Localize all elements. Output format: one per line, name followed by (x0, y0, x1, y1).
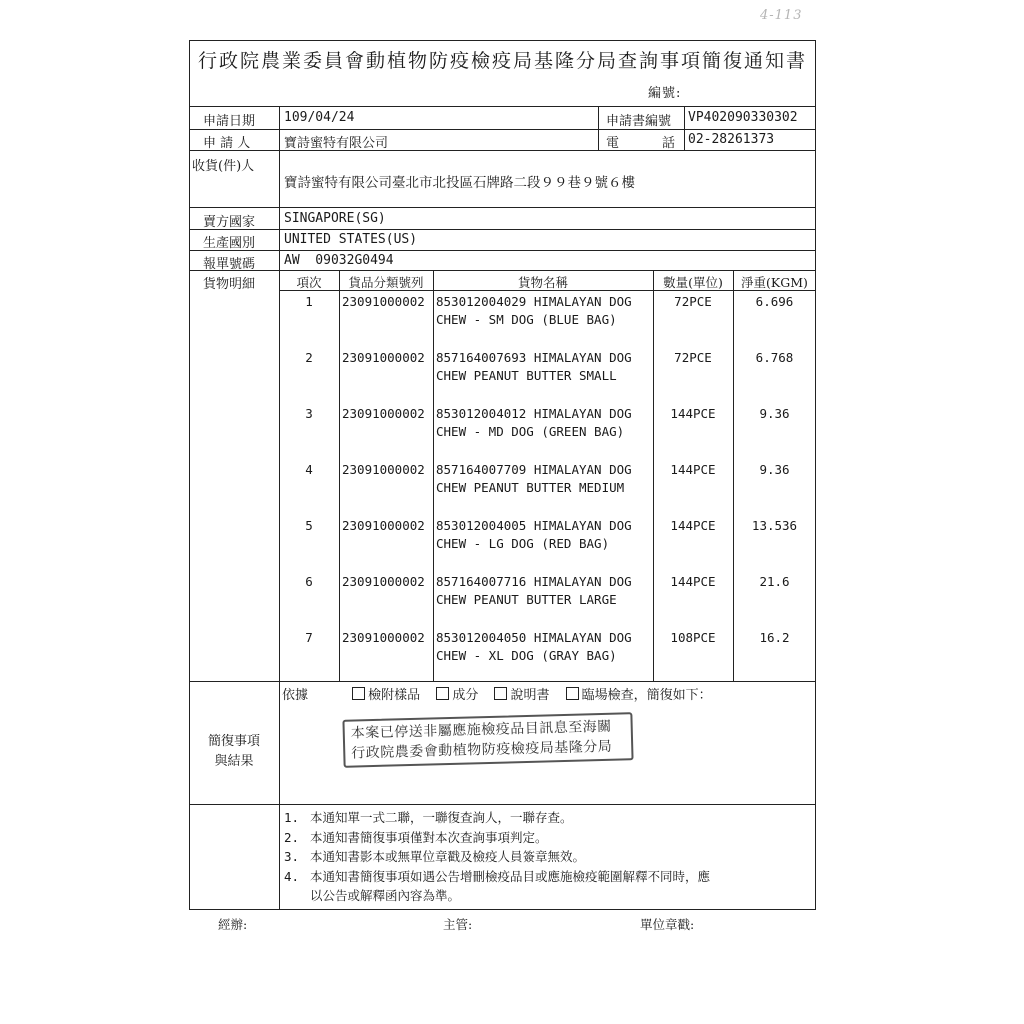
origin-country-value: UNITED STATES(US) (284, 232, 418, 247)
note-3: 3. 本通知書影本或無單位章戳及檢疫人員簽章無效。 (284, 849, 586, 864)
note-2: 2. 本通知書簡復事項僅對本次查詢事項判定。 (284, 829, 548, 845)
checkbox-icon (566, 687, 579, 700)
stamp-line-1: 本案已停送非屬應施檢疫品目訊息至海關 (350, 718, 612, 742)
basis-option-sample[interactable]: 檢附樣品 (352, 688, 420, 703)
footer-unit-seal-label: 單位章戳: (640, 917, 695, 932)
declaration-number-label: 報單號碼 (203, 257, 256, 272)
applicant-value: 寶詩蜜特有限公司 (284, 136, 389, 151)
official-stamp (342, 712, 633, 768)
checkbox-icon (436, 687, 449, 700)
footer-handler-label: 經辦: (218, 917, 248, 932)
corner-handwritten-note: 4-113 (760, 8, 803, 23)
checkbox-icon (352, 687, 365, 700)
serial-number-label: 編號: (648, 86, 682, 101)
applicant-label: 申 請 人 (203, 136, 251, 151)
basis-label: 依據 (282, 688, 309, 703)
footer-supervisor-label: 主管: (443, 917, 473, 932)
goods-header-weight: 淨重(KGM) (741, 275, 808, 290)
application-date-label: 申請日期 (203, 114, 256, 129)
goods-header-item: 項次 (296, 275, 322, 290)
phone-label-left: 電 (606, 136, 620, 151)
stamp-line-2: 行政院農委會動植物防疫檢疫局基隆分局 (351, 738, 613, 762)
application-number-value: VP402090330302 (688, 110, 798, 125)
basis-option-onsite-inspection[interactable]: 臨場檢查，簡復如下： (566, 688, 712, 703)
goods-header-hs-code: 貨品分類號列 (348, 275, 424, 290)
phone-value: 02-28261373 (688, 132, 775, 147)
basis-option-ingredients[interactable]: 成分 (436, 688, 478, 703)
consignee-label: 收貨(件)人 (192, 159, 255, 174)
basis-row (282, 684, 712, 703)
result-label: 簡復事項 與結果 (207, 734, 260, 769)
application-date-value: 109/04/24 (284, 110, 355, 125)
document-title: 行政院農業委員會動植物防疫檢疫局基隆分局查詢事項簡復通知書 (197, 50, 807, 72)
note-1: 1. 本通知單一式二聯，一聯復查詢人，一聯存查。 (284, 810, 573, 825)
application-number-label: 申請書編號 (606, 114, 672, 129)
goods-header-name: 貨物名稱 (517, 275, 568, 290)
checkbox-icon (494, 687, 507, 700)
seller-country-label: 賣方國家 (203, 215, 256, 230)
declaration-number-value: AW 09032G0494 (284, 253, 394, 268)
phone-label-right: 話 (662, 136, 676, 151)
note-4: 4. 本通知書簡復事項如遇公告增刪檢疫品目或應施檢疫範圍解釋不同時，應 (284, 868, 711, 884)
origin-country-label: 生產國別 (203, 236, 256, 251)
notes-list (284, 808, 710, 906)
goods-header-quantity: 數量(單位) (663, 275, 723, 290)
seller-country-value: SINGAPORE(SG) (284, 211, 386, 226)
goods-detail-label: 貨物明細 (203, 277, 256, 292)
note-4-continuation: 以公告或解釋函內容為準。 (310, 888, 461, 903)
consignee-value: 寶詩蜜特有限公司臺北市北投區石牌路二段９９巷９號６樓 (284, 175, 635, 191)
basis-option-manual[interactable]: 說明書 (494, 688, 549, 703)
